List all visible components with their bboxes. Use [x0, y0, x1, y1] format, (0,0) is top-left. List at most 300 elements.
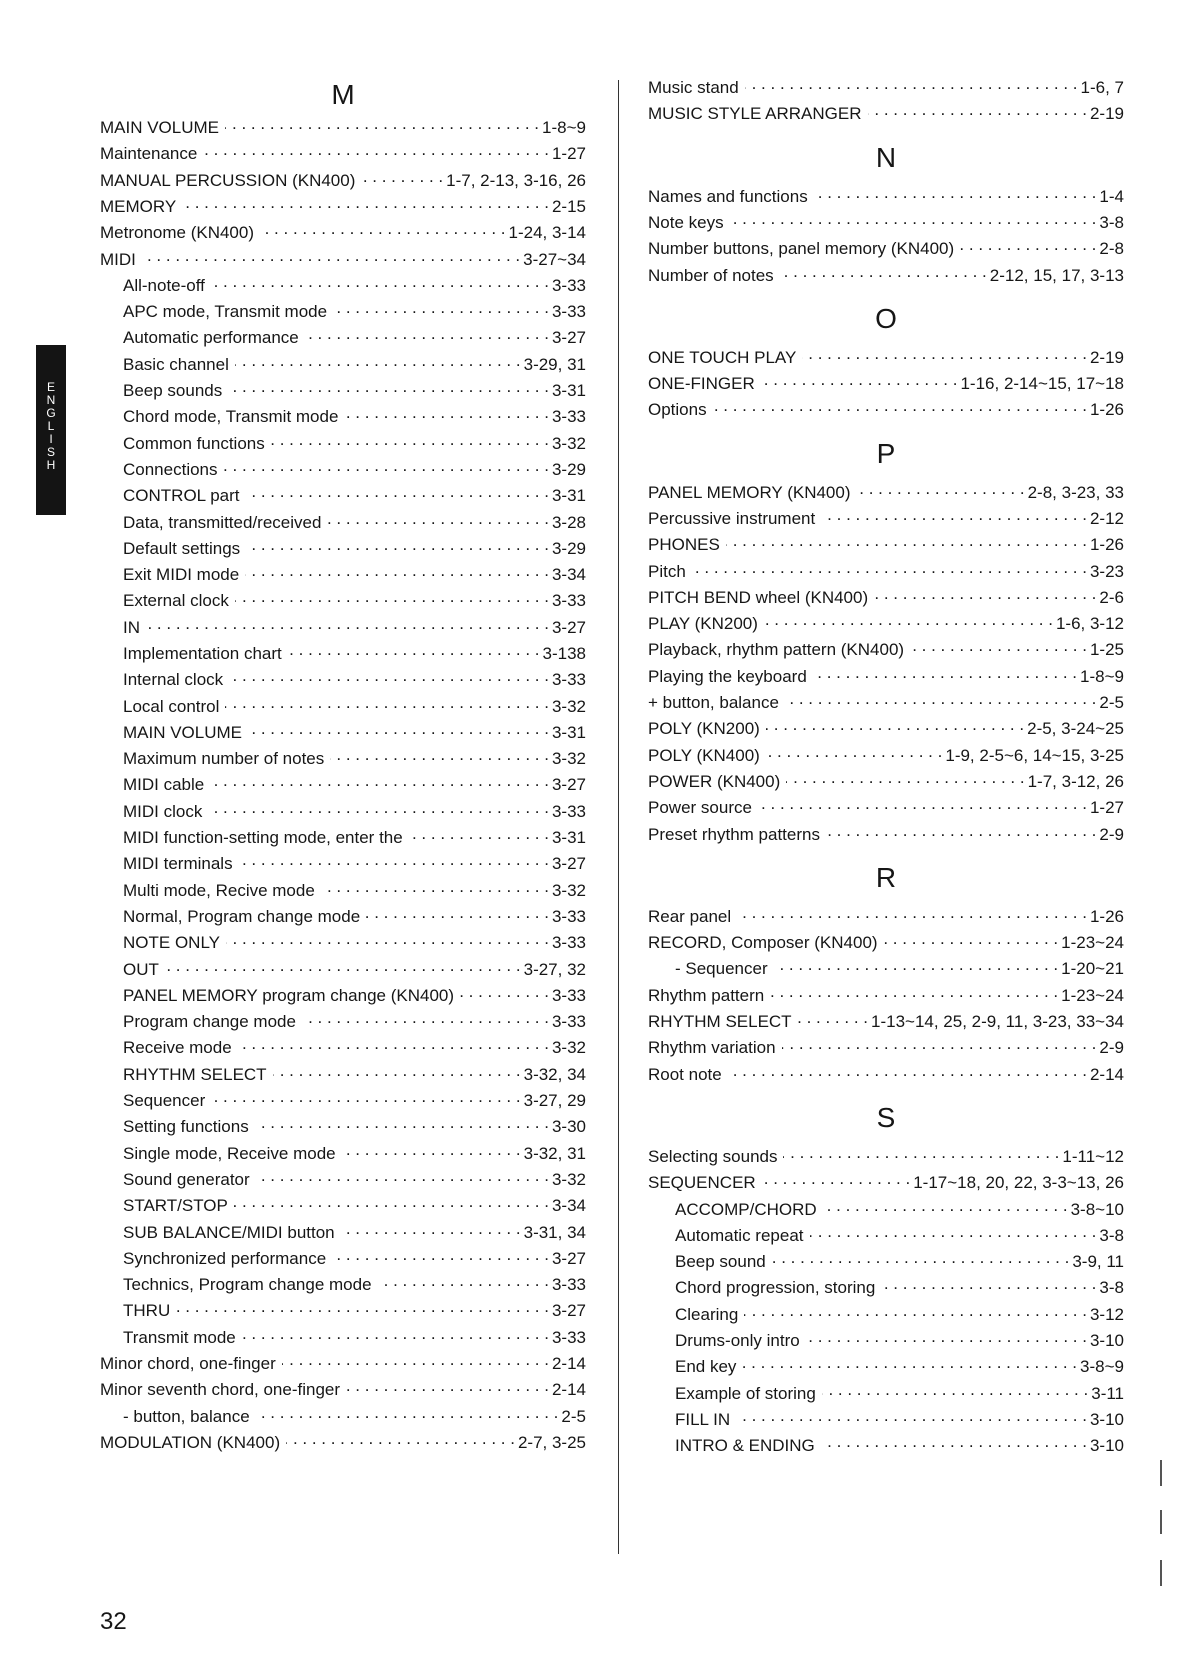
- page-reference: 3-27: [551, 1301, 586, 1320]
- dot-leader: [884, 931, 1059, 948]
- page-reference: 3-33: [551, 302, 586, 321]
- index-entry: [648, 372, 1124, 396]
- page-reference: 3-10: [1089, 1410, 1124, 1429]
- index-entry: [648, 691, 1124, 715]
- dot-leader: [761, 372, 958, 389]
- page-reference: 2-12: [1089, 509, 1124, 528]
- index-subentry: [123, 1010, 586, 1034]
- page-reference: 2-5: [1099, 693, 1124, 712]
- index-entry: [100, 1352, 586, 1376]
- index-subentry: [123, 879, 586, 903]
- page-reference: 3-33: [551, 1012, 586, 1031]
- entry-term: Beep sound: [675, 1252, 766, 1271]
- page-reference: 3-138: [542, 644, 586, 663]
- page-reference: 3-8~10: [1070, 1200, 1124, 1219]
- entry-term: POLY (KN400): [648, 746, 760, 765]
- entry-term: MAIN VOLUME: [123, 723, 243, 742]
- index-entry: [648, 984, 1124, 1008]
- dot-leader: [142, 248, 520, 265]
- index-subentry: [123, 511, 586, 535]
- side-tab-label: E N G L I S H: [46, 380, 56, 472]
- page-reference: 2-6: [1099, 588, 1124, 607]
- entry-term: Program change mode: [123, 1012, 296, 1031]
- dot-leader: [238, 1036, 549, 1053]
- dot-leader: [235, 353, 521, 370]
- entry-term: APC mode, Transmit mode: [123, 302, 328, 321]
- page-reference: 3-27: [551, 618, 586, 637]
- dot-leader: [255, 1115, 549, 1132]
- page-reference: 1-9, 2-5~6, 14~15, 3-25: [945, 746, 1124, 765]
- scan-edge-mark: [1160, 1510, 1162, 1534]
- index-subentry: [123, 1115, 586, 1139]
- dot-leader: [728, 1063, 1087, 1080]
- dot-leader: [783, 1145, 1059, 1162]
- dot-leader: [823, 1198, 1068, 1215]
- page-reference: 3-32: [551, 434, 586, 453]
- dot-leader: [203, 142, 549, 159]
- dot-leader: [730, 211, 1097, 228]
- index-subentry: [123, 1405, 586, 1429]
- entry-term: MEMORY: [100, 197, 177, 216]
- entry-term: + button, balance: [648, 693, 779, 712]
- index-subentry: [123, 1089, 586, 1113]
- page-reference: 3-31: [551, 723, 586, 742]
- dot-leader: [361, 169, 443, 186]
- entry-term: Exit MIDI mode: [123, 565, 240, 584]
- entry-term: Power source: [648, 798, 752, 817]
- page-reference: 3-33: [551, 907, 586, 926]
- page-reference: 1-26: [1089, 400, 1124, 419]
- page-reference: 3-33: [551, 1328, 586, 1347]
- index-subentry: [123, 326, 586, 350]
- entry-term: Automatic repeat: [675, 1226, 804, 1245]
- page-reference: 2-9: [1099, 1038, 1124, 1057]
- index-subentry: [123, 432, 586, 456]
- index-entry: [648, 102, 1124, 126]
- dot-leader: [246, 484, 549, 501]
- index-entry: [100, 195, 586, 219]
- index-entry: [100, 221, 586, 245]
- index-subentry: [675, 1382, 1124, 1406]
- dot-leader: [810, 1224, 1097, 1241]
- page-reference: 2-9: [1099, 825, 1124, 844]
- dot-leader: [208, 800, 549, 817]
- index-subentry: [123, 484, 586, 508]
- dot-leader: [737, 905, 1087, 922]
- dot-leader: [366, 905, 549, 922]
- dot-leader: [692, 560, 1087, 577]
- entry-term: Local control: [123, 697, 220, 716]
- entry-term: Synchronized performance: [123, 1249, 327, 1268]
- index-subentry: [123, 405, 586, 429]
- entry-term: Rhythm variation: [648, 1038, 776, 1057]
- page-reference: 3-32: [551, 881, 586, 900]
- page-reference: 3-32, 34: [523, 1065, 586, 1084]
- index-entry: [648, 560, 1124, 584]
- page-reference: 2-8: [1099, 239, 1124, 258]
- index-subentry: [675, 1224, 1124, 1248]
- index-subentry: [123, 537, 586, 561]
- index-entry: [648, 346, 1124, 370]
- entry-term: Default settings: [123, 539, 241, 558]
- entry-term: RHYTHM SELECT: [123, 1065, 267, 1084]
- page-reference: 2-7, 3-25: [517, 1433, 586, 1452]
- dot-leader: [246, 537, 549, 554]
- dot-leader: [762, 1171, 911, 1188]
- entry-term: Chord mode, Transmit mode: [123, 407, 339, 426]
- entry-term: Music stand: [648, 78, 739, 97]
- dot-leader: [409, 826, 549, 843]
- entry-term: MODULATION (KN400): [100, 1433, 281, 1452]
- page-reference: 3-33: [551, 986, 586, 1005]
- page-reference: 3-32: [551, 1170, 586, 1189]
- dot-leader: [248, 721, 549, 738]
- index-subentry: [123, 379, 586, 403]
- dot-leader: [210, 773, 549, 790]
- page-reference: 1-16, 2-14~15, 17~18: [960, 374, 1124, 393]
- index-subentry: [123, 747, 586, 771]
- entry-term: - Sequencer: [675, 959, 768, 978]
- page-reference: 2-19: [1089, 104, 1124, 123]
- index-entry: [100, 169, 586, 193]
- page-reference: 3-33: [551, 670, 586, 689]
- page-reference: 3-8~9: [1080, 1357, 1124, 1376]
- page-reference: 1-8~9: [542, 118, 586, 137]
- dot-leader: [182, 195, 549, 212]
- entry-term: PLAY (KN200): [648, 614, 758, 633]
- dot-leader: [228, 379, 549, 396]
- entry-term: External clock: [123, 591, 229, 610]
- index-entry: [648, 1063, 1124, 1087]
- page-reference: 3-31: [551, 828, 586, 847]
- entry-term: Multi mode, Recive mode: [123, 881, 315, 900]
- index-subentry: [123, 721, 586, 745]
- dot-leader: [766, 717, 1024, 734]
- dot-leader: [857, 481, 1025, 498]
- entry-term: Drums-only intro: [675, 1331, 800, 1350]
- index-entry: [100, 116, 586, 140]
- entry-term: Number buttons, panel memory (KN400): [648, 239, 955, 258]
- dot-leader: [764, 612, 1053, 629]
- index-entry: [648, 665, 1124, 689]
- entry-term: Automatic performance: [123, 328, 299, 347]
- page-reference: 1-7, 2-13, 3-16, 26: [446, 171, 586, 190]
- column-divider: [618, 80, 619, 1554]
- page-reference: 3-33: [551, 407, 586, 426]
- index-entry: [648, 796, 1124, 820]
- index-entry: [648, 586, 1124, 610]
- index-subentry: [123, 642, 586, 666]
- dot-leader: [960, 237, 1096, 254]
- dot-leader: [256, 1168, 549, 1185]
- entry-term: MIDI cable: [123, 775, 205, 794]
- dot-leader: [346, 1378, 549, 1395]
- dot-leader: [344, 405, 549, 422]
- page-reference: 1-23~24: [1061, 933, 1124, 952]
- dot-leader: [176, 1299, 549, 1316]
- page-reference: 3-27: [551, 328, 586, 347]
- page-reference: 3-10: [1089, 1436, 1124, 1455]
- index-entry: [648, 1171, 1124, 1195]
- section-letter-m: M: [331, 79, 355, 110]
- dot-leader: [273, 1063, 521, 1080]
- entry-term: Single mode, Receive mode: [123, 1144, 336, 1163]
- entry-term: PHONES: [648, 535, 720, 554]
- page-reference: 3-33: [551, 591, 586, 610]
- dot-leader: [744, 1303, 1087, 1320]
- page-reference: 1-6, 7: [1080, 78, 1124, 97]
- entry-term: PANEL MEMORY (KN400): [648, 483, 851, 502]
- entry-term: Normal, Program change mode: [123, 907, 361, 926]
- page-reference: 2-14: [1089, 1065, 1124, 1084]
- dot-leader: [288, 642, 540, 659]
- page-reference: 3-30: [551, 1117, 586, 1136]
- index-subentry: [123, 773, 586, 797]
- scan-edge-mark: [1160, 1560, 1162, 1586]
- index-subentry: [123, 958, 586, 982]
- dot-leader: [330, 747, 549, 764]
- index-subentry: [123, 563, 586, 587]
- dot-leader: [234, 1194, 549, 1211]
- index-entry: [648, 1036, 1124, 1060]
- dot-leader: [780, 264, 987, 281]
- entry-term: Names and functions: [648, 187, 808, 206]
- dot-leader: [766, 744, 943, 761]
- dot-leader: [271, 432, 549, 449]
- dot-leader: [826, 823, 1096, 840]
- language-side-tab: [36, 345, 66, 515]
- dot-leader: [774, 957, 1059, 974]
- page-reference: 3-11: [1091, 1384, 1124, 1403]
- index-entry: [648, 481, 1124, 505]
- page-reference: 1-13~14, 25, 2-9, 11, 3-23, 33~34: [871, 1012, 1124, 1031]
- index-entry: [100, 248, 586, 272]
- index-subentry: [123, 1247, 586, 1271]
- dot-leader: [821, 1434, 1087, 1451]
- page-reference: 3-27, 29: [523, 1091, 586, 1110]
- index-entry: [648, 1010, 1124, 1034]
- index-entry: [648, 823, 1124, 847]
- dot-leader: [770, 984, 1058, 1001]
- dot-leader: [229, 668, 549, 685]
- entry-term: POLY (KN200): [648, 719, 760, 738]
- dot-leader: [242, 1326, 549, 1343]
- entry-term: Pitch: [648, 562, 686, 581]
- page-reference: 1-11~12: [1062, 1147, 1124, 1166]
- page-reference: 1-8~9: [1080, 667, 1124, 686]
- index-subentry: [123, 905, 586, 929]
- index-entry: [648, 237, 1124, 261]
- entry-term: Selecting sounds: [648, 1147, 778, 1166]
- index-entry: [648, 717, 1124, 741]
- entry-term: Rear panel: [648, 907, 732, 926]
- dot-leader: [282, 1352, 549, 1369]
- page-reference: 3-8: [1099, 213, 1124, 232]
- dot-leader: [146, 616, 549, 633]
- dot-leader: [881, 1276, 1096, 1293]
- page-reference: 3-29: [551, 460, 586, 479]
- entry-term: SUB BALANCE/MIDI button: [123, 1223, 335, 1242]
- entry-term: ONE-FINGER: [648, 374, 755, 393]
- page-reference: 3-31: [551, 486, 586, 505]
- dot-leader: [224, 458, 549, 475]
- dot-leader: [327, 511, 549, 528]
- page-number: 32: [100, 1608, 127, 1635]
- page-reference: 2-8, 3-23, 33: [1027, 483, 1124, 502]
- index-subentry: [123, 984, 586, 1008]
- page-reference: 1-17~18, 20, 22, 3-3~13, 26: [913, 1173, 1124, 1192]
- dot-leader: [786, 770, 1024, 787]
- entry-term: Implementation chart: [123, 644, 282, 663]
- index-subentry: [123, 1168, 586, 1192]
- page-reference: 3-33: [551, 802, 586, 821]
- entry-term: End key: [675, 1357, 737, 1376]
- index-entry: [648, 264, 1124, 288]
- index-entry: [648, 76, 1124, 100]
- index-subentry: [123, 589, 586, 613]
- page-reference: 1-27: [551, 144, 586, 163]
- entry-term: START/STOP: [123, 1196, 228, 1215]
- page-reference: 3-31: [551, 381, 586, 400]
- index-subentry: [123, 1299, 586, 1323]
- entry-term: ACCOMP/CHORD: [675, 1200, 817, 1219]
- entry-term: Sequencer: [123, 1091, 206, 1110]
- entry-term: Sound generator: [123, 1170, 250, 1189]
- entry-term: Setting functions: [123, 1117, 249, 1136]
- page-reference: 3-27: [551, 854, 586, 873]
- page-reference: 2-5: [561, 1407, 586, 1426]
- index-entry: [648, 638, 1124, 662]
- index-subentry: [675, 1408, 1124, 1432]
- entry-term: Minor seventh chord, one-finger: [100, 1380, 341, 1399]
- dot-leader: [333, 300, 549, 317]
- page-reference: 2-5, 3-24~25: [1027, 719, 1124, 738]
- page-reference: 3-32: [551, 1038, 586, 1057]
- index-subentry: [675, 1329, 1124, 1353]
- entry-term: Maximum number of notes: [123, 749, 325, 768]
- index-subentry: [123, 1036, 586, 1060]
- dot-leader: [342, 1142, 521, 1159]
- entry-term: Playing the keyboard: [648, 667, 807, 686]
- entry-term: Metronome (KN400): [100, 223, 255, 242]
- entry-term: Preset rhythm patterns: [648, 825, 820, 844]
- entry-term: Note keys: [648, 213, 724, 232]
- section-letter-p: P: [876, 437, 896, 469]
- index-entry: [100, 1378, 586, 1402]
- dot-leader: [713, 398, 1087, 415]
- page-reference: 3-33: [551, 1275, 586, 1294]
- entry-term: PITCH BEND wheel (KN400): [648, 588, 869, 607]
- section-letter-r: R: [875, 861, 897, 893]
- page-reference: 3-27: [551, 775, 586, 794]
- dot-leader: [798, 1010, 868, 1027]
- entry-term: MIDI: [100, 250, 136, 269]
- index-entry: [648, 931, 1124, 955]
- index-subentry: [123, 800, 586, 824]
- page-reference: 2-14: [551, 1380, 586, 1399]
- page-reference: 3-34: [551, 1196, 586, 1215]
- entry-term: Playback, rhythm pattern (KN400): [648, 640, 905, 659]
- entry-term: PANEL MEMORY program change (KN400): [123, 986, 455, 1005]
- section-letter-s: S: [876, 1102, 896, 1133]
- index-entry: [648, 185, 1124, 209]
- index-subentry: [123, 695, 586, 719]
- entry-term: Internal clock: [123, 670, 224, 689]
- section-letter-n: N: [875, 141, 897, 173]
- page-reference: 1-26: [1089, 907, 1124, 926]
- dot-leader: [806, 1329, 1087, 1346]
- entry-term: NOTE ONLY: [123, 933, 220, 952]
- index-subentry: [123, 458, 586, 482]
- page-reference: 3-33: [551, 276, 586, 295]
- page-reference: 2-19: [1089, 348, 1124, 367]
- page-reference: 3-32, 31: [523, 1144, 586, 1163]
- dot-leader: [235, 589, 549, 606]
- page-reference: 3-10: [1089, 1331, 1124, 1350]
- entry-term: ONE TOUCH PLAY: [648, 348, 797, 367]
- index-entry: [648, 533, 1124, 557]
- index-subentry: [123, 826, 586, 850]
- index-entry: [648, 770, 1124, 794]
- page-reference: 3-33: [551, 933, 586, 952]
- dot-leader: [758, 796, 1087, 813]
- dot-leader: [813, 665, 1077, 682]
- dot-leader: [260, 221, 505, 238]
- dot-leader: [341, 1221, 521, 1238]
- index-entry: [648, 507, 1124, 531]
- index-entry: [648, 1145, 1124, 1169]
- dot-leader: [332, 1247, 549, 1264]
- page-reference: 1-6, 3-12: [1055, 614, 1124, 633]
- entry-term: MIDI function-setting mode, enter the: [123, 828, 403, 847]
- page-reference: 1-4: [1099, 187, 1124, 206]
- entry-term: MUSIC STYLE ARRANGER: [648, 104, 862, 123]
- scan-edge-mark: [1160, 1460, 1162, 1486]
- page-reference: 1-23~24: [1061, 986, 1124, 1005]
- entry-term: FILL IN: [675, 1410, 731, 1429]
- page-reference: 3-32: [551, 749, 586, 768]
- entry-term: OUT: [123, 960, 159, 979]
- page-reference: 1-25: [1089, 640, 1124, 659]
- index-entry: [648, 744, 1124, 768]
- page-reference: 1-20~21: [1061, 959, 1124, 978]
- entry-term: MANUAL PERCUSSION (KN400): [100, 171, 356, 190]
- index-subentry: [123, 1221, 586, 1245]
- dot-leader: [745, 76, 1078, 93]
- entry-term: Transmit mode: [123, 1328, 236, 1347]
- dot-leader: [874, 586, 1096, 603]
- entry-term: CONTROL part: [123, 486, 240, 505]
- dot-leader: [822, 1382, 1088, 1399]
- entry-term: SEQUENCER: [648, 1173, 756, 1192]
- page-reference: 3-29: [551, 539, 586, 558]
- entry-term: RECORD, Composer (KN400): [648, 933, 878, 952]
- index-subentry: [675, 1250, 1124, 1274]
- entry-term: Number of notes: [648, 266, 774, 285]
- page-reference: 3-23: [1089, 562, 1124, 581]
- dot-leader: [772, 1250, 1070, 1267]
- entry-term: MIDI clock: [123, 802, 203, 821]
- page-reference: 3-27~34: [523, 250, 586, 269]
- entry-term: Basic channel: [123, 355, 229, 374]
- entry-term: Technics, Program change mode: [123, 1275, 372, 1294]
- entry-term: Example of storing: [675, 1384, 816, 1403]
- dot-leader: [239, 852, 549, 869]
- page-reference: 2-15: [551, 197, 586, 216]
- entry-term: RHYTHM SELECT: [648, 1012, 792, 1031]
- dot-leader: [256, 1405, 559, 1422]
- index-subentry: [675, 957, 1124, 981]
